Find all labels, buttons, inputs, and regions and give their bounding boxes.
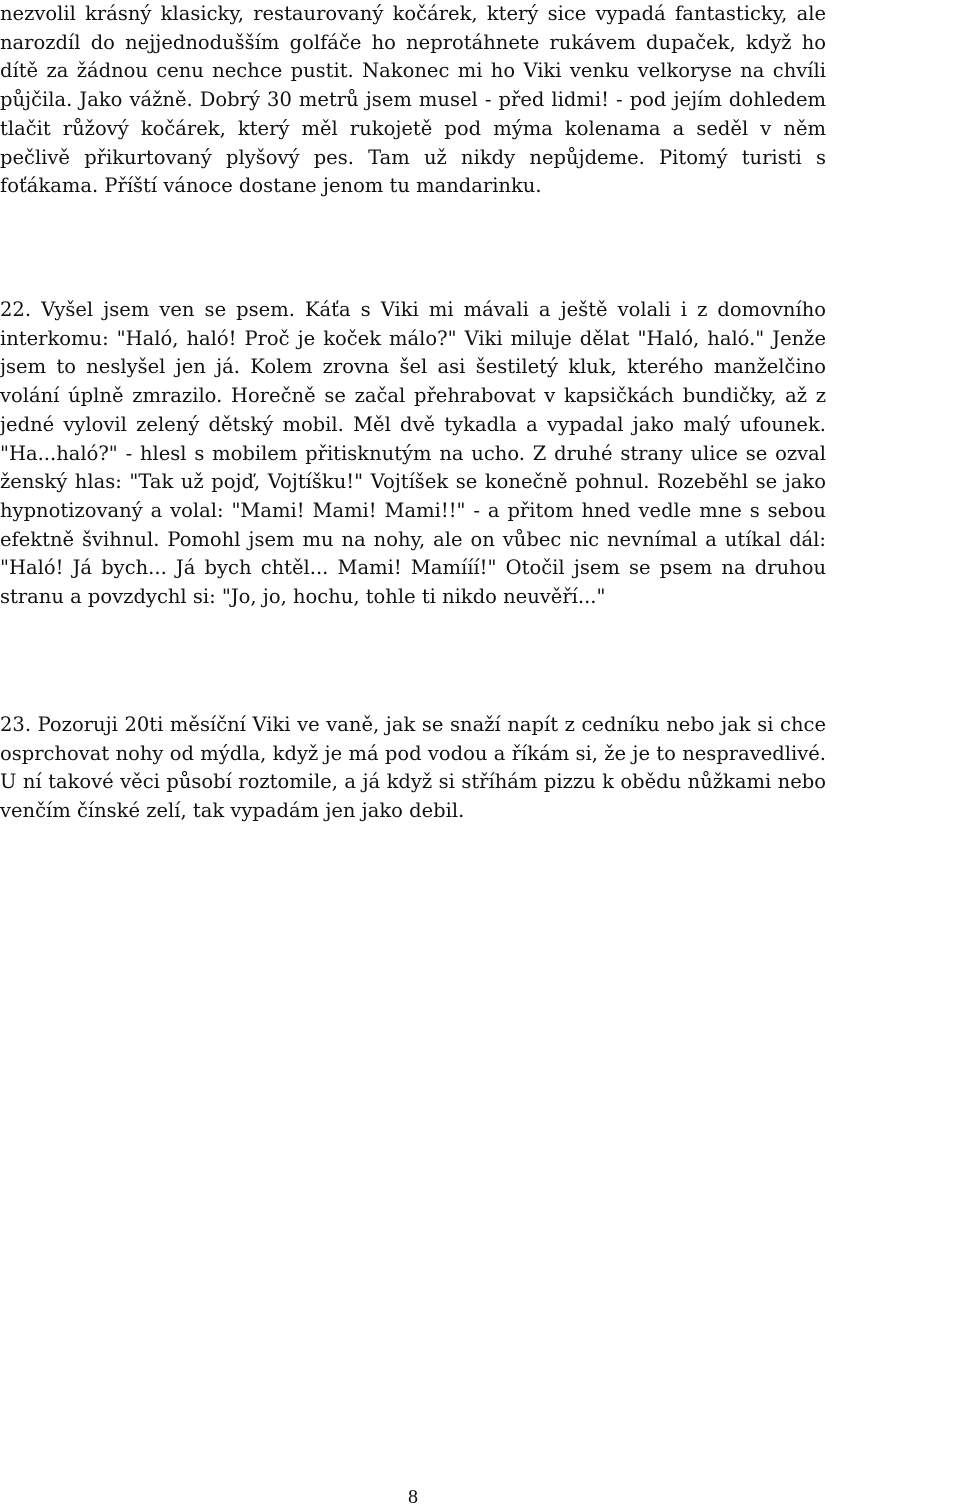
page-number: 8 [408,1486,418,1508]
paragraph-item-22: 22. Vyšel jsem ven se psem. Káťa s Viki mi mávali a ještě volali i z domovního interkomu: "Haló, haló! Proč je koček málo?" Viki miluje dělat "Haló, haló." Jenže jsem to neslyšel jen já. Kolem zrovna šel asi šestiletý kluk, kterého manželčino volání úplně zmrazilo. Horečně se začal přehrabovat v kapsičkách bundičky, až z jedné vylovil zelený dětský mobil. Měl dvě tykadla a vypadal jako malý ufounek. "Ha...haló?" - hlesl s mobilem přitisknutým na ucho. Z druhé strany ulice se ozval ženský hlas: "Tak už pojď, Vojtíšku!" Vojtíšek se konečně pohnul. Rozeběhl se jako hypnotizovaný a volal: "Mami! Mami! Mami!!" - a přitom hned vedle mne s sebou efektně švihnul. Pomohl jsem mu na nohy, ale on vůbec nic nevnímal a utíkal dál: "Haló! Já bych... Já bych chtěl... Mami! Mamííí!" Otočil jsem se psem na druhou stranu a povzdychl si: "Jo, jo, hochu, tohle ti nikdo neuvěří..." [0,298,826,609]
paragraph-item-23: 23. Pozoruji 20ti měsíční Viki ve vaně, jak se snaží napít z cedníku nebo jak si chce osprchovat nohy od mýdla, když je má pod vodou a říkám si, že je to nespravedlivé. U ní takové věci působí roztomile, a já když si stříhám pizzu k obědu nůžkami nebo venčím čínské zelí, tak vypadám jen jako debil. [0,713,826,823]
paragraph-intro: nezvolil krásný klasicky, restaurovaný kočárek, který sice vypadá fantasticky, ale narozdíl do nejjednodušším golfáče ho neprotáhnete rukávem dupaček, když ho dítě za žádnou cenu nechce pustit. Nakonec mi ho Viki venku velkoryse na chvíli půjčila. Jako vážně. Dobrý 30 metrů jsem musel - před lidmi! - pod jejím dohledem tlačit růžový kočárek, který měl rukojetě pod mýma kolenama a seděl v něm pečlivě přikurtovaný plyšový pes. Tam už nikdy nepůjdeme. Pitomý turisti s foťákama. Příští vánoce dostane jenom tu mandarinku. [0,2,826,198]
